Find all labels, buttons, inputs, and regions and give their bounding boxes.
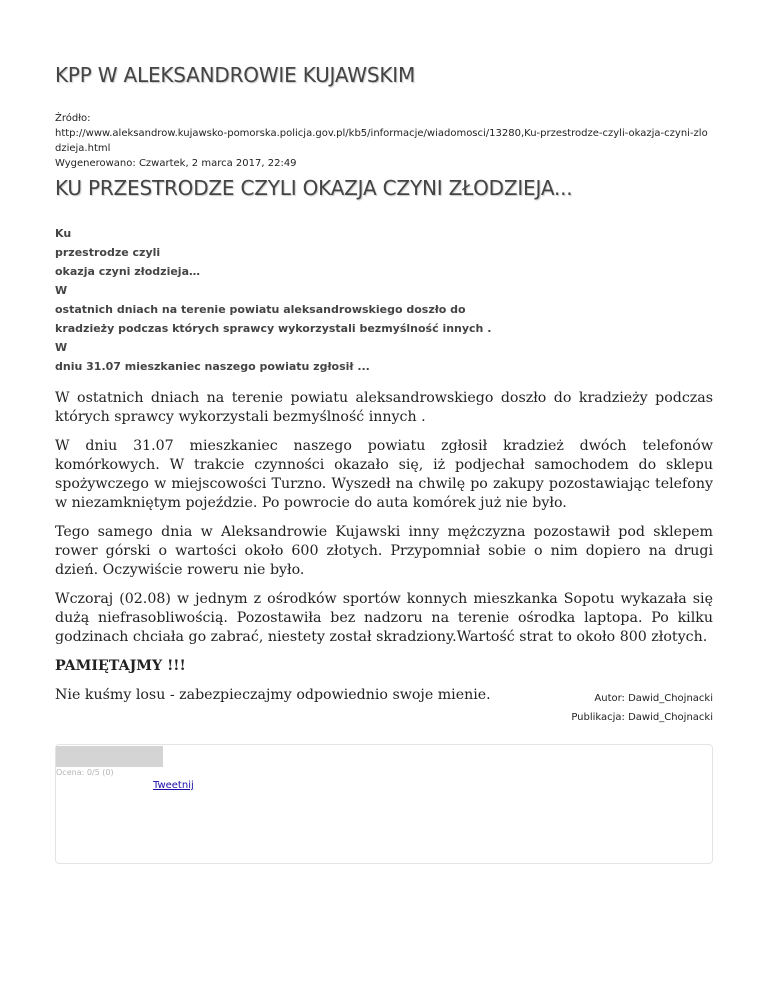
article-body [55, 389, 713, 715]
closing-paragraph: Nie kuśmy losu - zabezpieczajmy odpowiednio swoje mienie. [55, 687, 491, 703]
source-label: Źródło: [55, 113, 91, 124]
source-url: http://www.aleksandrow.kujawsko-pomorska.policja.gov.pl/kb5/informacje/wiadomosci/13280,Ku-przestrodze-czyli-okazja-czyni-zlodzieja.html [55, 128, 708, 154]
rating-text: Ocena: 0/5 (0) [56, 768, 114, 777]
rating-bar[interactable] [56, 746, 163, 767]
lead-line: dniu 31.07 mieszkaniec naszego powiatu zgłosił ... [55, 360, 370, 373]
article-paragraph: W dniu 31.07 mieszkaniec naszego powiatu zgłosił kradzież dwóch telefonów komórkowych. W trakcie czynności okazało się, iż podjechał samochodem do sklepu spożywczego w miejscowości Turzno. Wyszedł na chwilę po zakupy pozostawiając telefony w niezamkniętym pojeździe. Po powrocie do auta komórek już nie było. [55, 438, 713, 511]
article-paragraph: Tego samego dnia w Aleksandrowie Kujawski inny mężczyzna pozostawił pod sklepem rower górski o wartości około 600 złotych. Przypomniał sobie o nim dopiero na drugi dzień. Oczywiście roweru nie było. [55, 524, 713, 578]
lead-line: kradzieży podczas których sprawcy wykorzystali bezmyślność innych . [55, 322, 492, 335]
generated-date: Wygenerowano: Czwartek, 2 marca 2017, 22:49 [55, 158, 297, 169]
lead-line: W [55, 284, 68, 297]
document-meta [55, 111, 713, 171]
lead-line: przestrodze czyli [55, 246, 161, 259]
article-lead [55, 224, 713, 376]
lead-line: Ku [55, 227, 72, 240]
article-paragraph: Wczoraj (02.08) w jednym z ośrodków sportów konnych mieszkanka Sopotu wykazała się dużą niefrasobliwością. Pozostawiła bez nadzoru na terenie ośrodka laptopa. Po kilku godzinach chciała go zabrać, niestety został skradziony.Wartość strat to około 800 złotych. [55, 591, 713, 645]
lead-line: ostatnich dniach na terenie powiatu aleksandrowskiego doszło do [55, 303, 466, 316]
site-title: KPP W ALEKSANDROWIE KUJAWSKIM [55, 63, 416, 87]
lead-line: okazja czyni złodzieja… [55, 265, 200, 278]
article-credits [571, 689, 713, 727]
article-title: KU PRZESTRODZE CZYLI OKAZJA CZYNI ZŁODZIEJA... [55, 176, 573, 200]
publication-line: Publikacja: Dawid_Chojnacki [571, 712, 713, 723]
rating-box [55, 744, 713, 864]
lead-line: W [55, 341, 68, 354]
article-paragraph: W ostatnich dniach na terenie powiatu aleksandrowskiego doszło do kradzieży podczas których sprawcy wykorzystali bezmyślność innych . [55, 390, 713, 425]
emphasis-paragraph: PAMIĘTAJMY !!! [55, 658, 186, 674]
author-line: Autor: Dawid_Chojnacki [594, 693, 713, 704]
tweet-link[interactable]: Tweetnij [153, 780, 194, 791]
